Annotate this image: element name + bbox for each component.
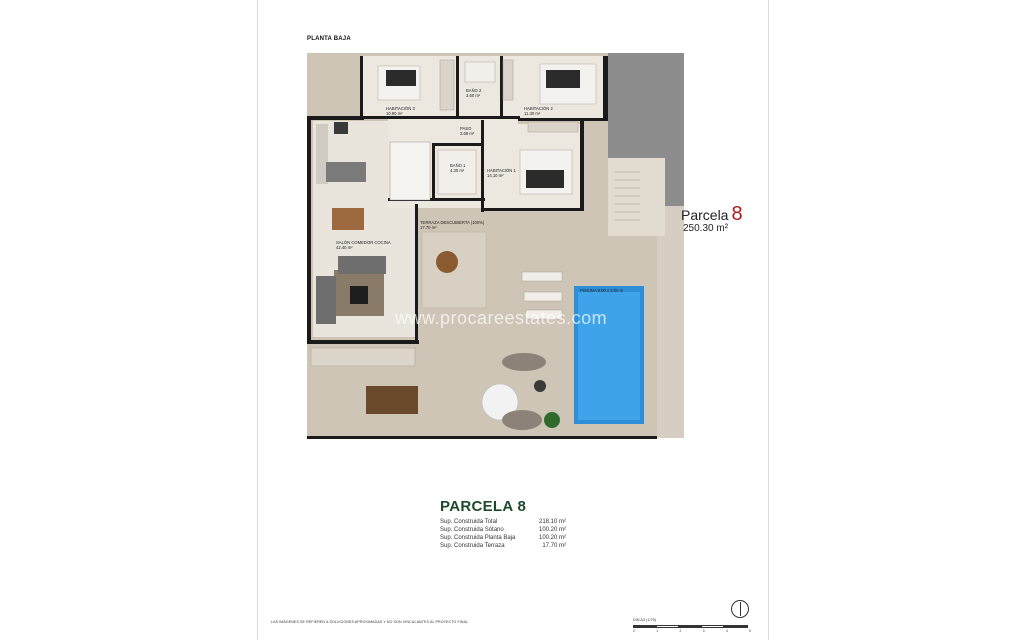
areas-value: 100.20 m² — [538, 535, 566, 541]
outdoor-sofa — [502, 353, 546, 371]
wall-top — [360, 56, 363, 118]
label-salon: SALÓN COMEDOR COCINA — [336, 240, 391, 245]
area-habitacion3: 10.90 m² — [386, 111, 403, 116]
plant — [544, 412, 560, 428]
scale-label: DIN A3 (1/75) — [633, 618, 657, 622]
sofa-left — [316, 276, 336, 324]
scale-bar — [633, 618, 751, 634]
label-paso: PASO — [460, 126, 472, 131]
areas-value: 17.70 m² — [542, 543, 566, 549]
wardrobe-1 — [528, 122, 578, 132]
parcela-side-number: 8 — [731, 203, 743, 225]
areas-value: 100.20 m² — [538, 527, 566, 533]
side-strip — [657, 206, 684, 438]
areas-label: Sup. Construida Sótano — [440, 527, 504, 533]
bed-habitacion2 — [540, 64, 596, 104]
bed-habitacion1 — [520, 150, 572, 194]
exterior-stairs — [608, 158, 665, 236]
scale-tick: 5 — [749, 629, 751, 633]
areas-label: Sup. Construida Terraza — [440, 543, 505, 549]
title-block-name: PARCELA — [440, 498, 514, 515]
dining-table — [332, 208, 364, 230]
area-habitacion2: 11.30 m² — [524, 111, 541, 116]
north-arrow-icon — [731, 600, 749, 618]
wardrobe-3 — [503, 60, 513, 100]
scale-tick: 4 — [725, 629, 728, 633]
label-terraza: TERRAZA DESCUBIERTA (100%) — [420, 220, 485, 225]
areas-value: 218.10 m² — [538, 519, 566, 525]
area-terraza: 17.70 m² — [420, 225, 437, 230]
areas-table — [440, 518, 566, 550]
label-bano1: BAÑO 1 — [450, 163, 466, 168]
scale-tick: 0 — [633, 629, 635, 633]
area-bano1: 4.30 m² — [450, 168, 465, 173]
interior-stairs — [390, 142, 430, 200]
sofa-top — [338, 256, 386, 274]
footnote: LAS IMÁGENES SE REFIEREN A SOLUCIONES APROXIMADAS Y NO SON VINCULANTES AL PROYECTO FINAL — [271, 620, 469, 624]
label-habitacion2: HABITACIÓN 2 — [524, 106, 553, 111]
side-table — [534, 380, 546, 392]
parcela-side-area: 250.30 m² — [683, 223, 729, 234]
areas-row — [440, 542, 566, 550]
sunbed-1 — [522, 272, 562, 281]
sunbed-2 — [524, 292, 562, 301]
lower-stairs — [311, 348, 415, 366]
area-paso: 3.68 m² — [460, 131, 475, 136]
bed-habitacion3 — [378, 66, 420, 100]
label-bano2: BAÑO 2 — [466, 88, 482, 93]
wardrobe-2 — [440, 60, 454, 110]
parcela-side-label — [681, 203, 743, 234]
scale-ticks — [633, 629, 751, 633]
bano2-fixtures — [465, 62, 495, 82]
area-bano2: 3.60 m² — [466, 93, 481, 98]
label-habitacion3: HABITACIÓN 3 — [386, 106, 415, 111]
oven — [334, 122, 348, 134]
label-habitacion1: HABITACIÓN 1 — [487, 168, 516, 173]
label-piscina: PISCINA 8.00 x 3.00 m — [580, 288, 624, 293]
areas-row — [440, 518, 566, 526]
daybed — [502, 410, 542, 430]
title-block — [440, 498, 526, 515]
areas-row — [440, 526, 566, 534]
area-habitacion1: 14.10 m² — [487, 173, 504, 178]
terrace-table — [436, 251, 458, 273]
area-salon: 42.40 m² — [336, 245, 353, 250]
areas-label: Sup. Construida Planta Baja — [440, 535, 516, 541]
title-block-number: 8 — [517, 498, 527, 515]
areas-label: Sup. Construida Total — [440, 519, 498, 525]
scale-tick: 1 — [656, 629, 659, 633]
scale-tick: 2 — [679, 629, 682, 633]
outdoor-dining-table — [366, 386, 418, 414]
kitchen-island — [326, 162, 366, 182]
scale-graphic — [633, 625, 748, 628]
parcela-side-name: Parcela — [681, 207, 729, 223]
scale-tick: 3 — [702, 629, 705, 633]
coffee-table — [350, 286, 368, 304]
watermark: www.procareestates.com — [395, 308, 608, 328]
sheet-title: PLANTA BAJA — [307, 36, 351, 42]
areas-row — [440, 534, 566, 542]
